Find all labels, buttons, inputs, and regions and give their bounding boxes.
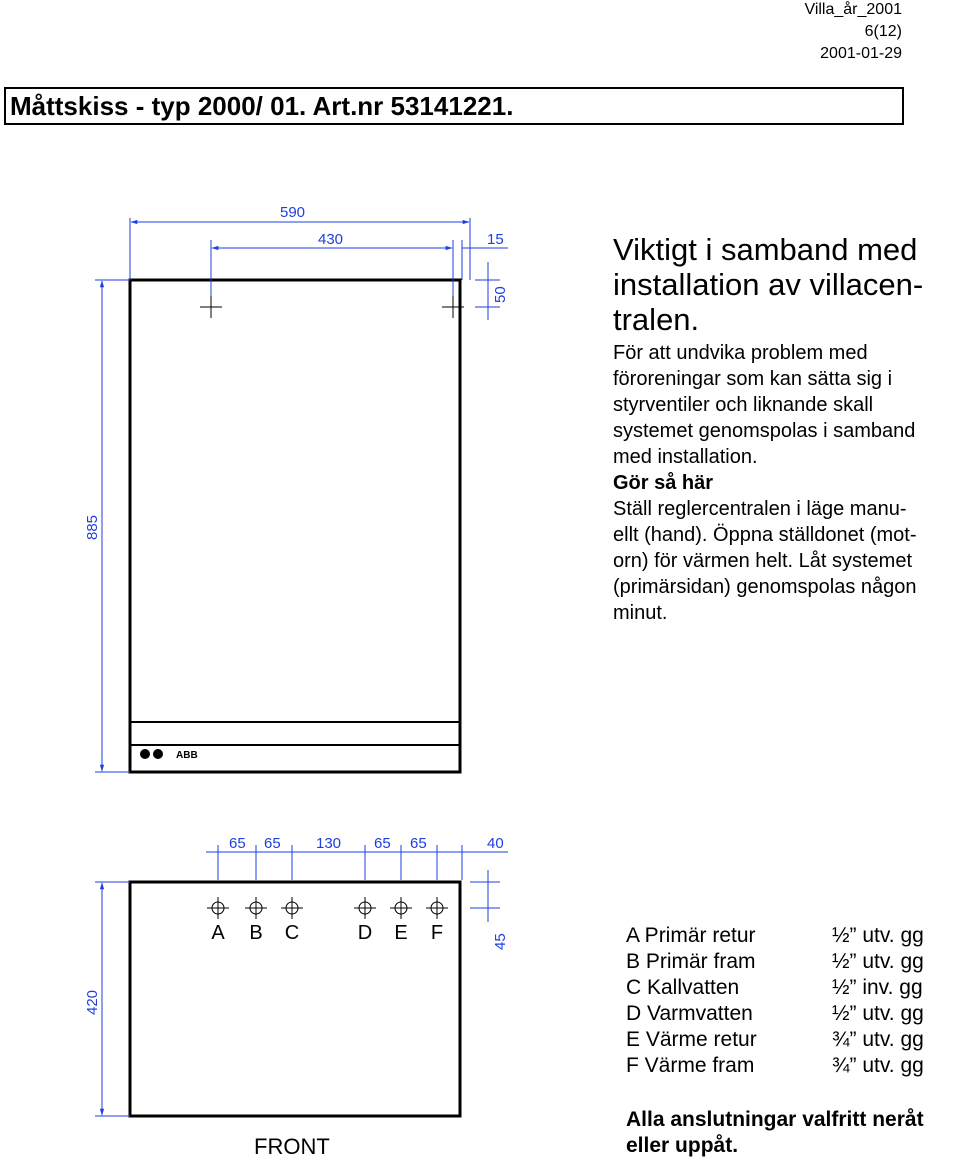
legend-size: ½” utv. gg: [832, 1002, 924, 1025]
dim-label: 65: [374, 835, 391, 852]
legend-size: ¾” utv. gg: [832, 1028, 924, 1051]
connection-point-icon: [354, 897, 376, 919]
legend-name: E Värme retur: [626, 1028, 757, 1051]
connection-point-icon: [245, 897, 267, 919]
legend-name: D Varmvatten: [626, 1002, 753, 1025]
footer-note: [626, 1107, 924, 1159]
connection-points: [207, 897, 448, 919]
page-number: 6(12): [864, 23, 902, 40]
footer-line: Alla anslutningar valfritt neråt: [626, 1108, 924, 1131]
info-body-line: För att undvika problem med: [613, 342, 868, 364]
doc-name: Villa_år_2001: [804, 1, 902, 18]
dim-width-label: 590: [280, 204, 306, 221]
dim-label: 65: [264, 835, 281, 852]
info-heading-line: tralen.: [613, 302, 700, 337]
dim-holes-label: 430: [318, 231, 344, 248]
info-step-line: minut.: [613, 602, 668, 624]
dim-top-label: 50: [492, 286, 509, 303]
mounting-hole-icon: [200, 296, 222, 318]
connection-letter: C: [284, 922, 300, 944]
bottom-dimensions: [95, 845, 508, 1116]
connection-point-icon: [426, 897, 448, 919]
indicator-light-icon: [140, 749, 150, 759]
front-label: FRONT: [254, 1134, 330, 1159]
info-step-line: ellt (hand). Öppna ställdonet (mot-: [613, 524, 917, 546]
info-heading-line: installation av villacen-: [613, 267, 924, 302]
connection-letters: [211, 922, 443, 944]
footer-line: eller uppåt.: [626, 1134, 739, 1157]
legend-name: C Kallvatten: [626, 976, 740, 999]
info-step-line: (primärsidan) genomspolas någon: [613, 576, 917, 598]
top-dimensions: [95, 218, 508, 772]
legend-name: F Värme fram: [626, 1054, 755, 1077]
connection-point-icon: [207, 897, 229, 919]
info-body-line: föroreningar som kan sätta sig i: [613, 368, 893, 390]
legend-size: ½” inv. gg: [832, 976, 923, 999]
connection-letter: B: [249, 922, 263, 944]
dim-side-label: 15: [487, 231, 504, 248]
info-body-line: systemet genomspolas i samband: [613, 420, 916, 442]
dim-label: 65: [410, 835, 427, 852]
bottom-view: [130, 882, 460, 1116]
cabinet-outline: [130, 280, 460, 772]
dim-label: 65: [229, 835, 246, 852]
dim-label: 40: [487, 835, 504, 852]
connection-point-icon: [390, 897, 412, 919]
legend-size: ¾” utv. gg: [832, 1054, 924, 1077]
connection-letter: E: [394, 922, 408, 944]
info-subheading: Gör så här: [613, 472, 714, 494]
info-body-line: med installation.: [613, 446, 758, 468]
info-body-line: styrventiler och liknande skall: [613, 394, 874, 416]
indicator-light-icon: [153, 749, 163, 759]
cabinet-bottom-outline: [130, 882, 460, 1116]
connection-letter: F: [430, 922, 444, 944]
info-step-line: orn) för värmen helt. Låt systemet: [613, 550, 913, 572]
info-heading: [613, 232, 960, 337]
connection-letter: A: [211, 922, 225, 944]
legend-size: ½” utv. gg: [832, 924, 924, 947]
connection-point-icon: [281, 897, 303, 919]
dim-height-label: 885: [84, 514, 101, 540]
dim-label: 130: [316, 835, 342, 852]
page-title: Måttskiss - typ 2000/ 01. Art.nr 53141221.: [4, 87, 904, 125]
doc-date: 2001-01-29: [820, 45, 902, 62]
info-step-line: Ställ reglercentralen i läge manu-: [613, 498, 907, 520]
legend-size: ½” utv. gg: [832, 950, 924, 973]
info-body: [613, 340, 960, 626]
dim-bottom-height-label: 420: [84, 989, 101, 1015]
top-view: [130, 280, 464, 772]
legend-name: A Primär retur: [626, 924, 756, 947]
connection-letter: D: [357, 922, 373, 944]
legend-name: B Primär fram: [626, 950, 756, 973]
dim-depth-label: 45: [492, 933, 509, 950]
brand-logo: ABB: [176, 750, 198, 761]
info-heading-line: Viktigt i samband med: [613, 232, 918, 267]
